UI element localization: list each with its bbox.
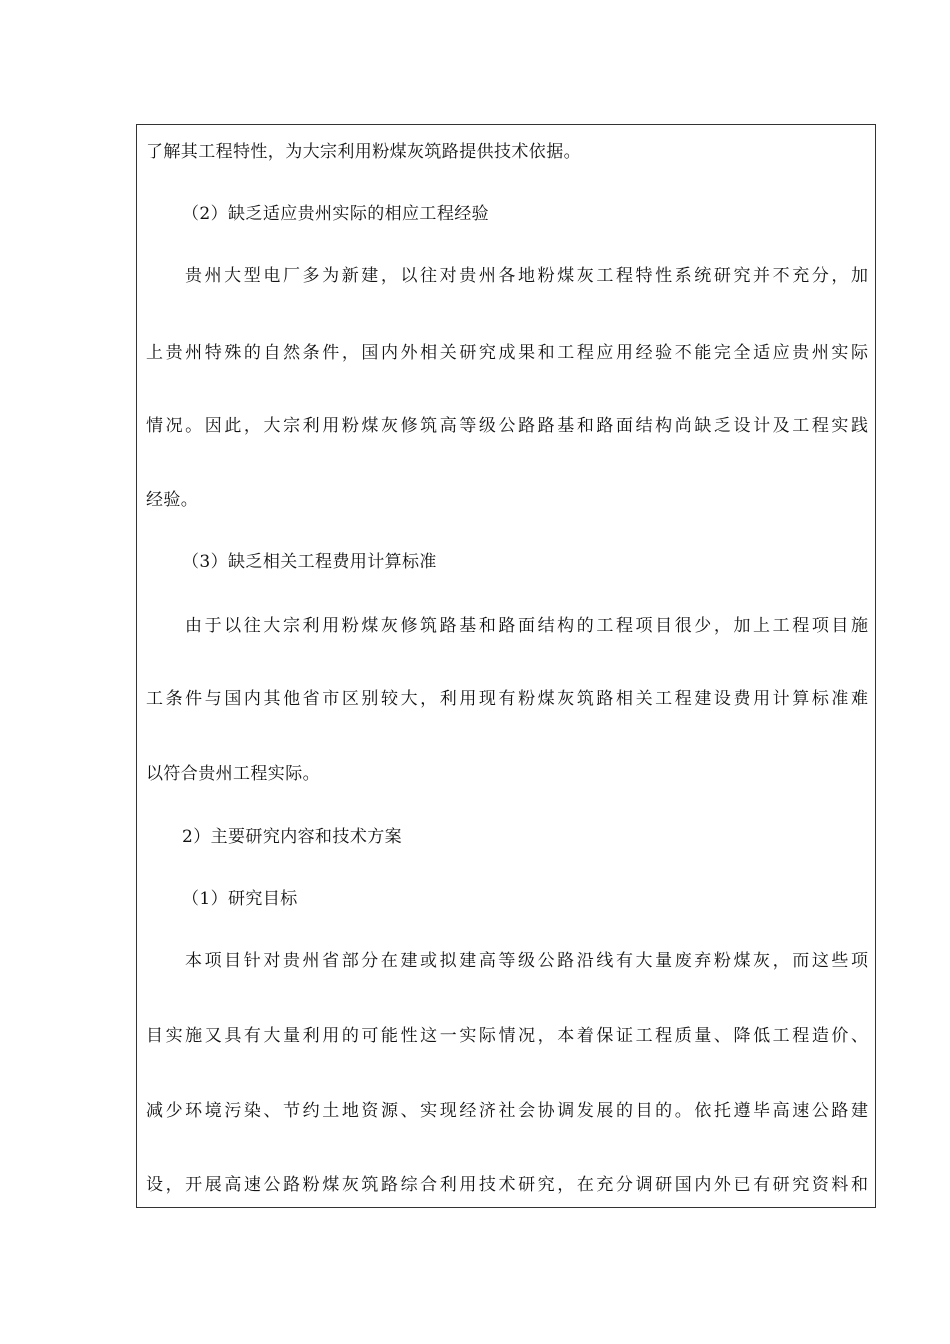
paragraph-line: 上贵州特殊的自然条件，国内外相关研究成果和工程应用经验不能完全适应贵州实际 [146,343,868,363]
paragraph-line: 情况。因此，大宗利用粉煤灰修筑高等级公路路基和路面结构尚缺乏设计及工程实践 [146,416,868,436]
paragraph-line: 由于以往大宗利用粉煤灰修筑路基和路面结构的工程项目很少，加上工程项目施 [185,616,868,636]
section-heading: （2）缺乏适应贵州实际的相应工程经验 [182,204,490,224]
paragraph-line: 贵州大型电厂多为新建，以往对贵州各地粉煤灰工程特性系统研究并不充分，加 [185,266,868,286]
section-heading: 2）主要研究内容和技术方案 [182,827,403,847]
paragraph-line: 目实施又具有大量利用的可能性这一实际情况，本着保证工程质量、降低工程造价、 [146,1026,868,1046]
section-heading: （1）研究目标 [182,889,298,909]
paragraph-line: 设，开展高速公路粉煤灰筑路综合利用技术研究，在充分调研国内外已有研究资料和 [146,1175,868,1195]
paragraph-line: 本项目针对贵州省部分在建或拟建高等级公路沿线有大量废弃粉煤灰，而这些项 [185,951,868,971]
paragraph-line: 工条件与国内其他省市区别较大，利用现有粉煤灰筑路相关工程建设费用计算标准难 [146,689,868,709]
paragraph-line: 减少环境污染、节约土地资源、实现经济社会协调发展的目的。依托遵毕高速公路建 [146,1101,868,1121]
section-heading: （3）缺乏相关工程费用计算标准 [182,552,437,572]
paragraph-line: 经验。 [146,490,199,510]
paragraph-line: 以符合贵州工程实际。 [146,764,320,784]
paragraph-line: 了解其工程特性，为大宗利用粉煤灰筑路提供技术依据。 [146,142,581,162]
